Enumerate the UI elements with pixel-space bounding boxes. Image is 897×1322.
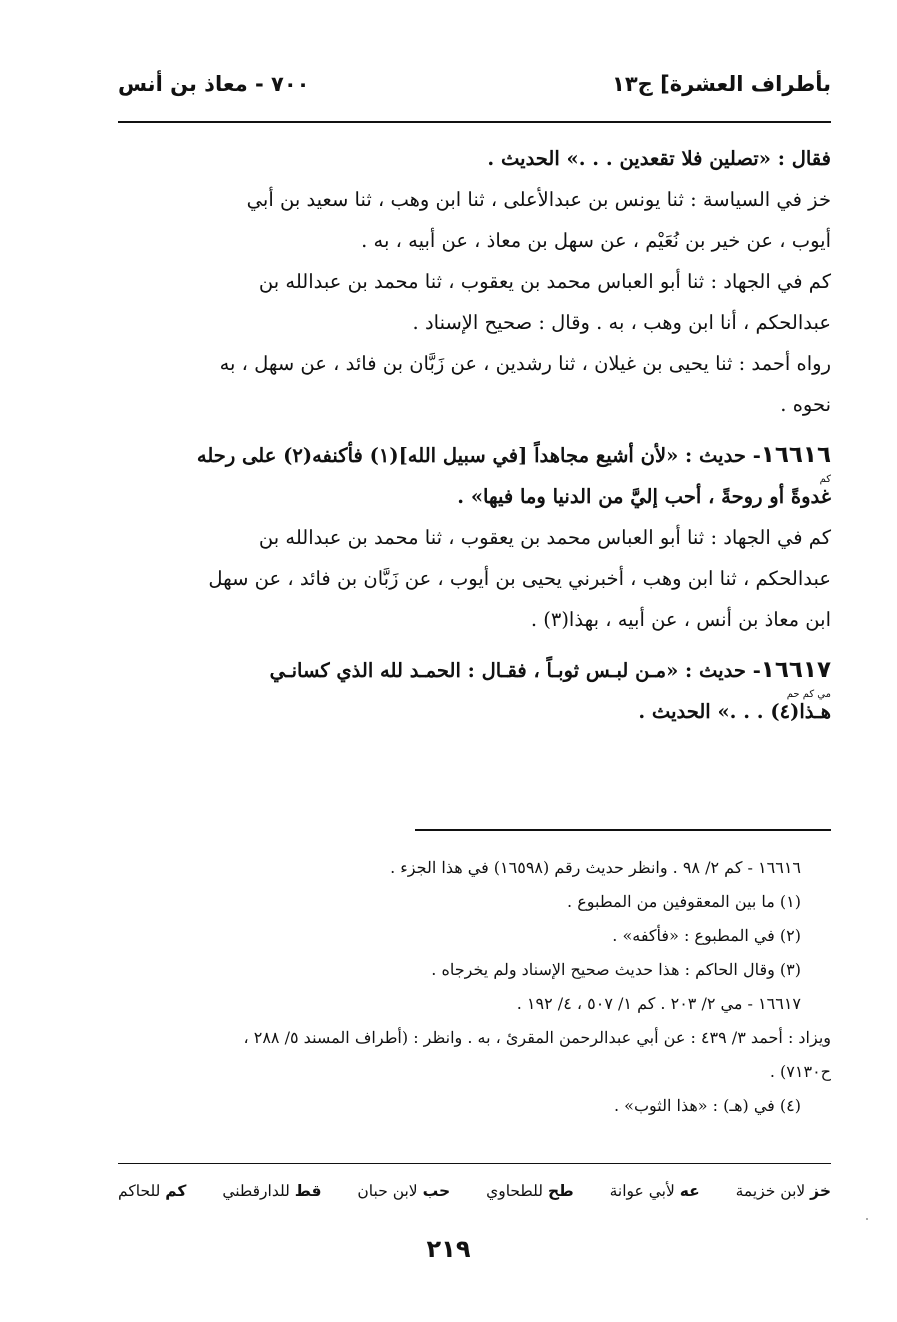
text-line: رواه أحمد : ثنا يحيى بن غيلان ، ثنا رشدين ، عن زَبَّان بن فائد ، عن سهل ، به [219,352,831,375]
legend-abbr: قط [294,1182,322,1200]
hadith-number-text: ١٦٦١٧ [760,657,831,683]
scan-speck [866,1218,868,1220]
page-number: ٢١٩ [426,1235,471,1263]
footnote: (٤) في (هـ) : «هذا الثوب» . [613,1096,801,1115]
text-line: هـذا(٤) . . .» الحديث . [638,700,831,723]
abbreviation-legend [118,1176,831,1206]
hadith-entry [118,435,831,517]
paragraph: فقال : «تصلين فلا تقعدين . . .» الحديث . [487,147,831,170]
text-line: كم في الجهاد : ثنا أبو العباس محمد بن يعقوب ، ثنا محمد بن عبدالله بن [258,526,831,549]
legend-text: لابن حبان [357,1182,418,1200]
paragraph [118,179,831,261]
text-line: خز في السياسة : ثنا يونس بن عبدالأعلى ، ثنا ابن وهب ، ثنا سعيد بن أبي [246,188,831,211]
legend-item [357,1182,450,1200]
legend-text: للطحاوي [486,1182,543,1200]
source-codes: كم [819,474,831,485]
text-line: ابن معاذ بن أنس ، عن أبيه ، بهذا(٣) . [530,608,831,631]
footnotes [118,851,831,1123]
hadith-number [760,657,831,700]
footnote: (١) ما بين المعقوفين من المطبوع . [567,892,801,911]
text-line: عبدالحكم ، ثنا ابن وهب ، أخبرني يحيى بن أيوب ، عن زَبَّان بن فائد ، عن سهل [208,567,831,590]
paragraph [118,261,831,343]
footnote: (٢) في المطبوع : «فأكفه» . [612,926,801,945]
paragraph [118,517,831,640]
footnote-rule [415,829,831,831]
legend-abbr: حب [422,1182,451,1200]
footnote: ح٧١٣٠) . [769,1062,831,1081]
footnote: ويزاد : أحمد ٣/ ٤٣٩ : عن أبي عبدالرحمن المقرئ ، به . وانظر : (أطراف المسند ٥/ ٢٨٨ ، [243,1028,831,1047]
legend-item [222,1182,321,1200]
footnote: (٣) وقال الحاكم : هذا حديث صحيح الإسناد ولم يخرجاه . [431,960,801,979]
legend-abbr: طح [547,1182,574,1200]
text-line: - حديث : «لأن أشيع مجاهداً [في سبيل الله](١) فأكنفه(٢) على رحله [196,444,761,467]
header-rule [118,121,831,123]
source-codes: مي كم حم [786,689,831,700]
text-line: كم في الجهاد : ثنا أبو العباس محمد بن يعقوب ، ثنا محمد بن عبدالله بن [258,270,831,293]
text-line: - حديث : «مـن لبـس ثوبـاً ، فقـال : الحمـد لله الذي كسانـي [269,659,761,682]
text-line: أيوب ، عن خير بن نُعَيْم ، عن سهل بن معاذ ، عن أبيه ، به . [361,229,831,252]
hadith-number [760,442,831,485]
text-line: غدوةً أو روحةً ، أحب إليَّ من الدنيا وما فيها» . [457,485,831,508]
legend-text: للدارقطني [222,1182,290,1200]
legend-item [486,1182,574,1200]
footnote: ١٦٦١٦ - كم ٢/ ٩٨ . وانظر حديث رقم (١٦٥٩٨) في هذا الجزء . [390,858,801,877]
legend-text: لابن خزيمة [735,1182,806,1200]
legend-abbr: عه [679,1182,700,1200]
paragraph [118,343,831,425]
legend-text: للحاكم [118,1182,161,1200]
book-title: بأطراف العشرة] ج١٣ [612,72,831,96]
hadith-entry [118,650,831,732]
legend-item [736,1182,831,1200]
main-text [118,138,831,732]
legend-rule [118,1163,831,1164]
legend-item [118,1182,186,1200]
footnote: ١٦٦١٧ - مي ٢/ ٢٠٣ . كم ١/ ٥٠٧ ، ٤/ ١٩٢ . [516,994,801,1013]
legend-abbr: كم [165,1182,187,1200]
legend-abbr: خز [810,1182,831,1200]
text-line: نحوه . [780,393,831,416]
legend-text: لأبي عوانة [609,1182,675,1200]
legend-item [610,1182,700,1200]
hadith-number-text: ١٦٦١٦ [760,442,831,468]
running-header [118,66,831,106]
text-line: عبدالحكم ، أنا ابن وهب ، به . وقال : صحيح الإسناد . [412,311,831,334]
section-title: ٧٠٠ - معاذ بن أنس [118,72,310,96]
